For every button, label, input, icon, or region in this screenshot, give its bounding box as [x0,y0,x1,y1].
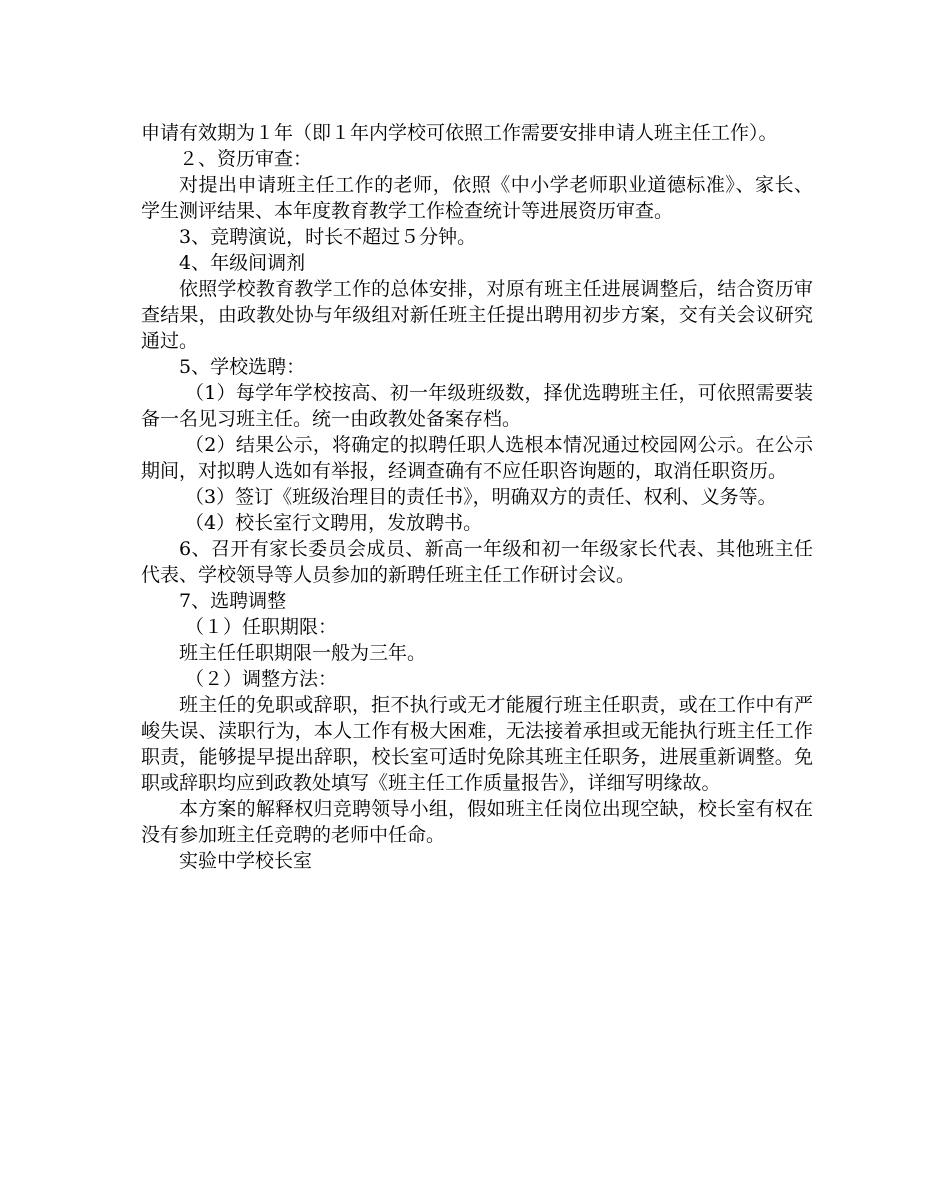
paragraph-selection-2: （2）结果公示，将确定的拟聘任职人选根本情况通过校园网公示。在公示期间，对拟聘人选如有举报，经调查确有不应任职咨询题的，取消任职资历。 [141,434,813,482]
paragraph-adjustment-method: 班主任的免职或辞职，拒不执行或无才能履行班主任职责，或在工作中有严峻失误、渎职行为，本人工作有极大困难，无法接着承担或无能执行班主任工作职责，能够提早提出辞职，校长室可适时免除其班主任职务，进展重新调整。免职或辞职均应到政教处填写《班主任工作质量报告》，详细写明缘故。 [141,694,813,794]
signature-school-office: 实验中学校长室 [179,850,313,872]
paragraph-speech: 3、竞聘演说，时长不超过５分钟。 [179,226,477,248]
paragraph-interpretation-right: 本方案的解释权归竞聘领导小组，假如班主任岗位出现空缺，校长室有权在没有参加班主任竞聘的老师中任命。 [141,798,813,846]
paragraph-grade-adjustment: 依照学校教育教学工作的总体安排，对原有班主任进展调整后，结合资历审查结果，由政教处协与年级组对新任班主任提出聘用初步方案，交有关会议研究通过。 [141,278,813,352]
paragraph-selection-3: （3）签订《班级治理目的责任书》，明确双方的责任、权利、义务等。 [185,486,777,508]
heading-grade-adjustment: 4、年级间调剂 [179,252,306,274]
paragraph-validity: 申请有效期为１年（即１年内学校可依照工作需要安排申请人班主任工作）。 [141,122,778,144]
heading-school-selection: 5、学校选聘： [179,356,306,378]
paragraph-term-limit: 班主任任职期限一般为三年。 [179,642,427,664]
paragraph-meeting: 6、召开有家长委员会成员、新高一年级和初一年级家长代表、其他班主任代表、学校领导等人员参加的新聘任班主任工作研讨会议。 [141,538,813,586]
paragraph-selection-4: （4）校长室行文聘用，发放聘书。 [185,512,483,534]
paragraph-selection-1: （1）每学年学校按高、初一年级班级数，择优选聘班主任，可依照需要装备一名见习班主任。统一由政教处备案存档。 [141,382,813,430]
heading-selection-adjustment: 7、选聘调整 [179,590,287,612]
paragraph-qualification-review: 对提出申请班主任工作的老师，依照《中小学老师职业道德标准》、家长、学生测评结果、本年度教育教学工作检查统计等进展资历审查。 [141,174,813,222]
heading-qualification-review: ２、资历审查： [179,148,313,170]
heading-adjustment-method: （２）调整方法： [185,668,338,690]
heading-term-limit: （１）任职期限： [185,616,338,638]
document-page [141,120,813,874]
